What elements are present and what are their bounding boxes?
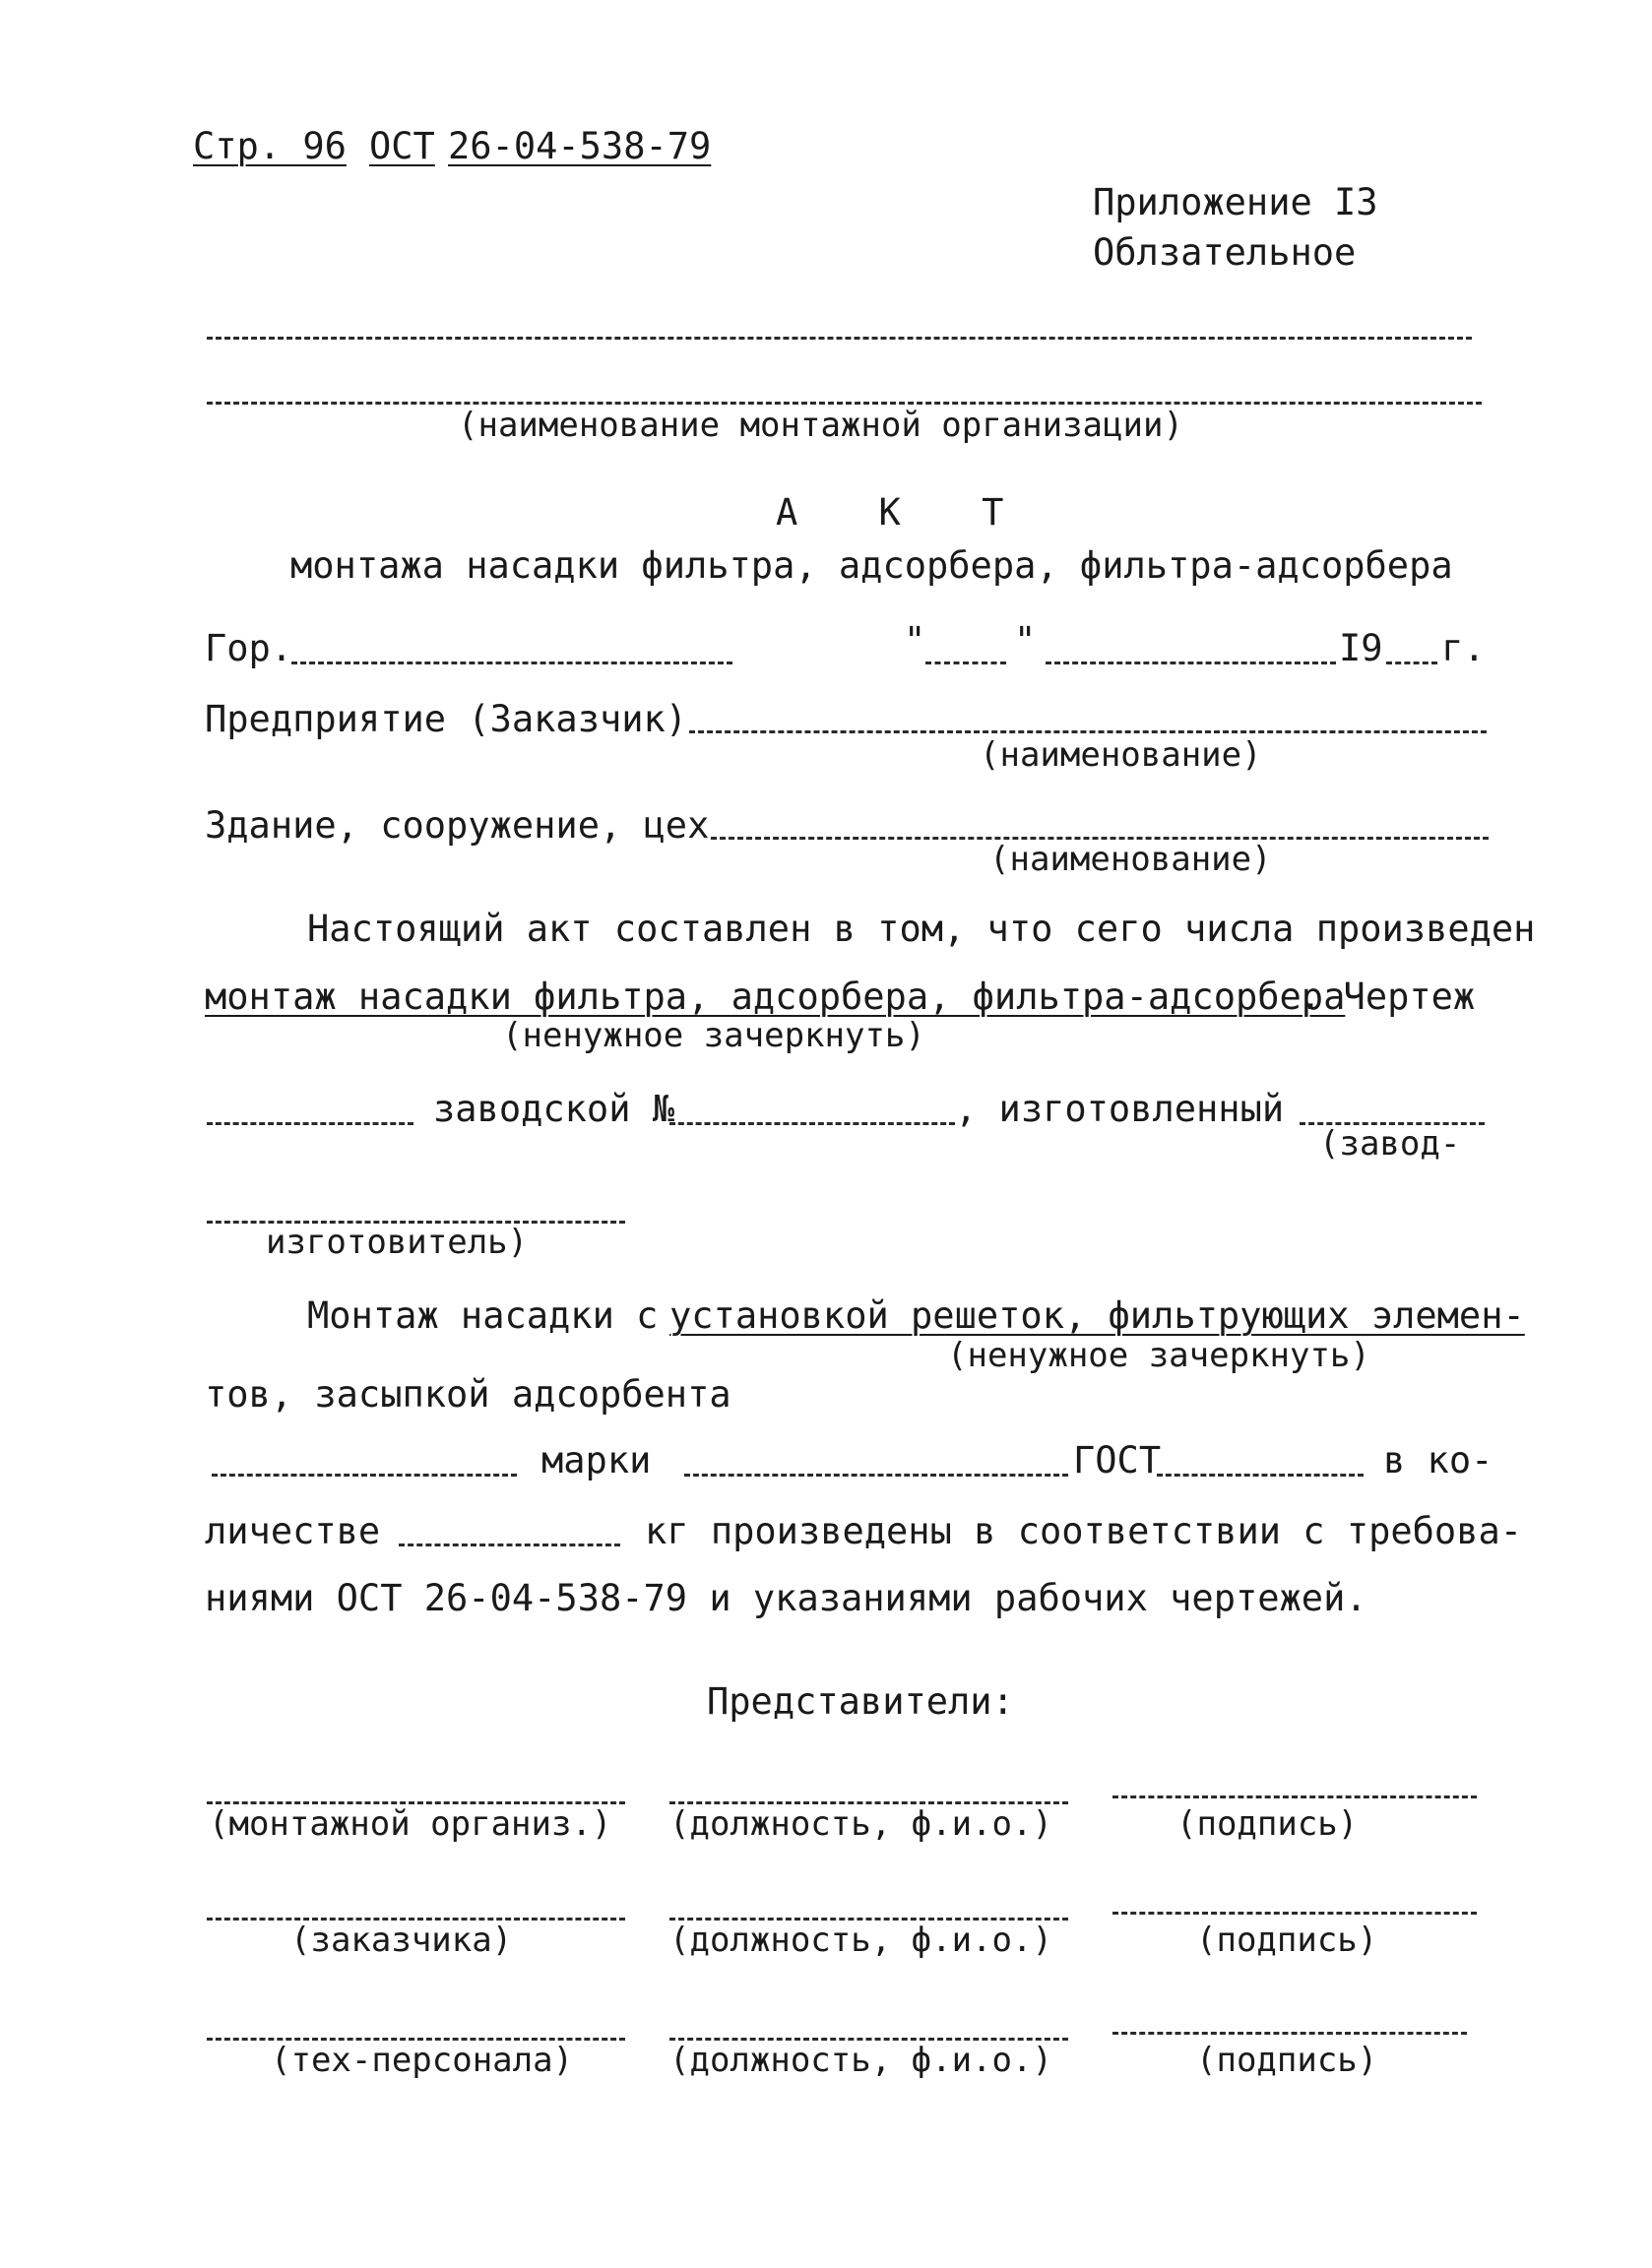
paragraph-2-line-2: тов, засыпкой адсорбента	[205, 1373, 731, 1416]
factory-number-label: заводской №	[433, 1088, 675, 1130]
document-title: А К Т	[776, 491, 1034, 534]
grade-field[interactable]	[684, 1474, 1068, 1477]
rep-row-3-signature-caption: (подпись)	[1196, 2041, 1378, 2080]
organization-line-1	[207, 337, 1472, 340]
date-quote-close: "	[1014, 619, 1037, 662]
organization-line-2	[207, 402, 1482, 405]
paragraph-1-line-1: Настоящий акт составлен в том, что сего числа произведен	[307, 908, 1536, 950]
rep-row-1-position-caption: (должность, ф.и.о.)	[669, 1804, 1052, 1844]
city-label: Гор.	[205, 627, 293, 669]
paragraph-2-caption: (ненужное зачеркнуть)	[947, 1336, 1370, 1375]
factory-number-field[interactable]	[669, 1122, 955, 1125]
representatives-heading: Представители:	[707, 1680, 1014, 1723]
quantity-field[interactable]	[399, 1544, 620, 1546]
rep-row-3-signature-line[interactable]	[1112, 2032, 1467, 2035]
rep-row-1-signature-caption: (подпись)	[1176, 1804, 1359, 1844]
manufacturer-caption-a: (завод-	[1319, 1124, 1461, 1164]
manufactured-label: , изготовленный	[955, 1088, 1285, 1130]
date-day-field[interactable]	[925, 662, 1006, 664]
year-field[interactable]	[1386, 662, 1437, 664]
rep-row-2-signature-line[interactable]	[1112, 1912, 1477, 1915]
city-field[interactable]	[291, 662, 732, 664]
quantity-rest: кг произведены в соответствии с требова-	[645, 1510, 1523, 1552]
rep-row-3-position-caption: (должность, ф.и.о.)	[669, 2041, 1052, 2080]
in-quantity-label: в ко-	[1383, 1439, 1493, 1481]
enterprise-label: Предприятие (Заказчик)	[205, 698, 688, 740]
rep-row-3-org-caption: (тех-персонала)	[271, 2041, 574, 2080]
rep-row-2-org-caption: (заказчика)	[290, 1921, 513, 1960]
quantity-label: личестве	[205, 1510, 381, 1552]
adsorbent-field[interactable]	[212, 1474, 517, 1477]
rep-row-1-signature-line[interactable]	[1112, 1796, 1477, 1798]
drawing-number-field[interactable]	[207, 1122, 413, 1125]
building-label: Здание, сооружение, цех	[205, 804, 710, 847]
date-quote-open: "	[904, 619, 926, 662]
paragraph-2-line-1-underlined: установкой решеток, фильтрующих элемен-	[669, 1294, 1525, 1337]
gost-field[interactable]	[1157, 1474, 1364, 1477]
year-prefix: I9	[1339, 627, 1383, 669]
paragraph-1-line-2-underlined: монтаж насадки фильтра, адсорбера, фильтра-адсорбера	[205, 976, 1346, 1018]
page-ref-b: ОСТ	[369, 125, 435, 167]
enterprise-caption: (наименование)	[980, 735, 1262, 775]
page-ref-c: 26-04-538-79	[448, 125, 712, 167]
paragraph-1-caption: (ненужное зачеркнуть)	[502, 1016, 925, 1055]
manufacturer-caption-b: изготовитель)	[266, 1223, 529, 1262]
paragraph-2-last: ниями ОСТ 26-04-538-79 и указаниями рабочих чертежей.	[205, 1577, 1367, 1619]
appendix-status: Облзательное	[1093, 231, 1357, 274]
rep-row-1-org-caption: (монтажной организ.)	[209, 1804, 612, 1844]
date-month-field[interactable]	[1046, 662, 1336, 664]
organization-caption: (наименование монтажной организации)	[458, 406, 1183, 445]
paragraph-1-line-2-rest: . Чертеж	[1300, 976, 1476, 1018]
document-subtitle: монтажа насадки фильтра, адсорбера, фильтра-адсорбера	[290, 544, 1453, 587]
paragraph-2-line-1: Монтаж насадки с	[307, 1294, 680, 1337]
page-ref-a: Стр. 96	[193, 125, 347, 167]
enterprise-field[interactable]	[689, 730, 1487, 733]
rep-row-2-signature-caption: (подпись)	[1196, 1921, 1378, 1960]
gost-label: ГОСТ	[1073, 1439, 1162, 1481]
building-caption: (наименование)	[989, 840, 1272, 879]
rep-row-2-position-caption: (должность, ф.и.о.)	[669, 1921, 1052, 1960]
year-suffix: г.	[1441, 627, 1486, 669]
grade-label: марки	[541, 1439, 652, 1481]
appendix-label: Приложение I3	[1093, 181, 1378, 223]
